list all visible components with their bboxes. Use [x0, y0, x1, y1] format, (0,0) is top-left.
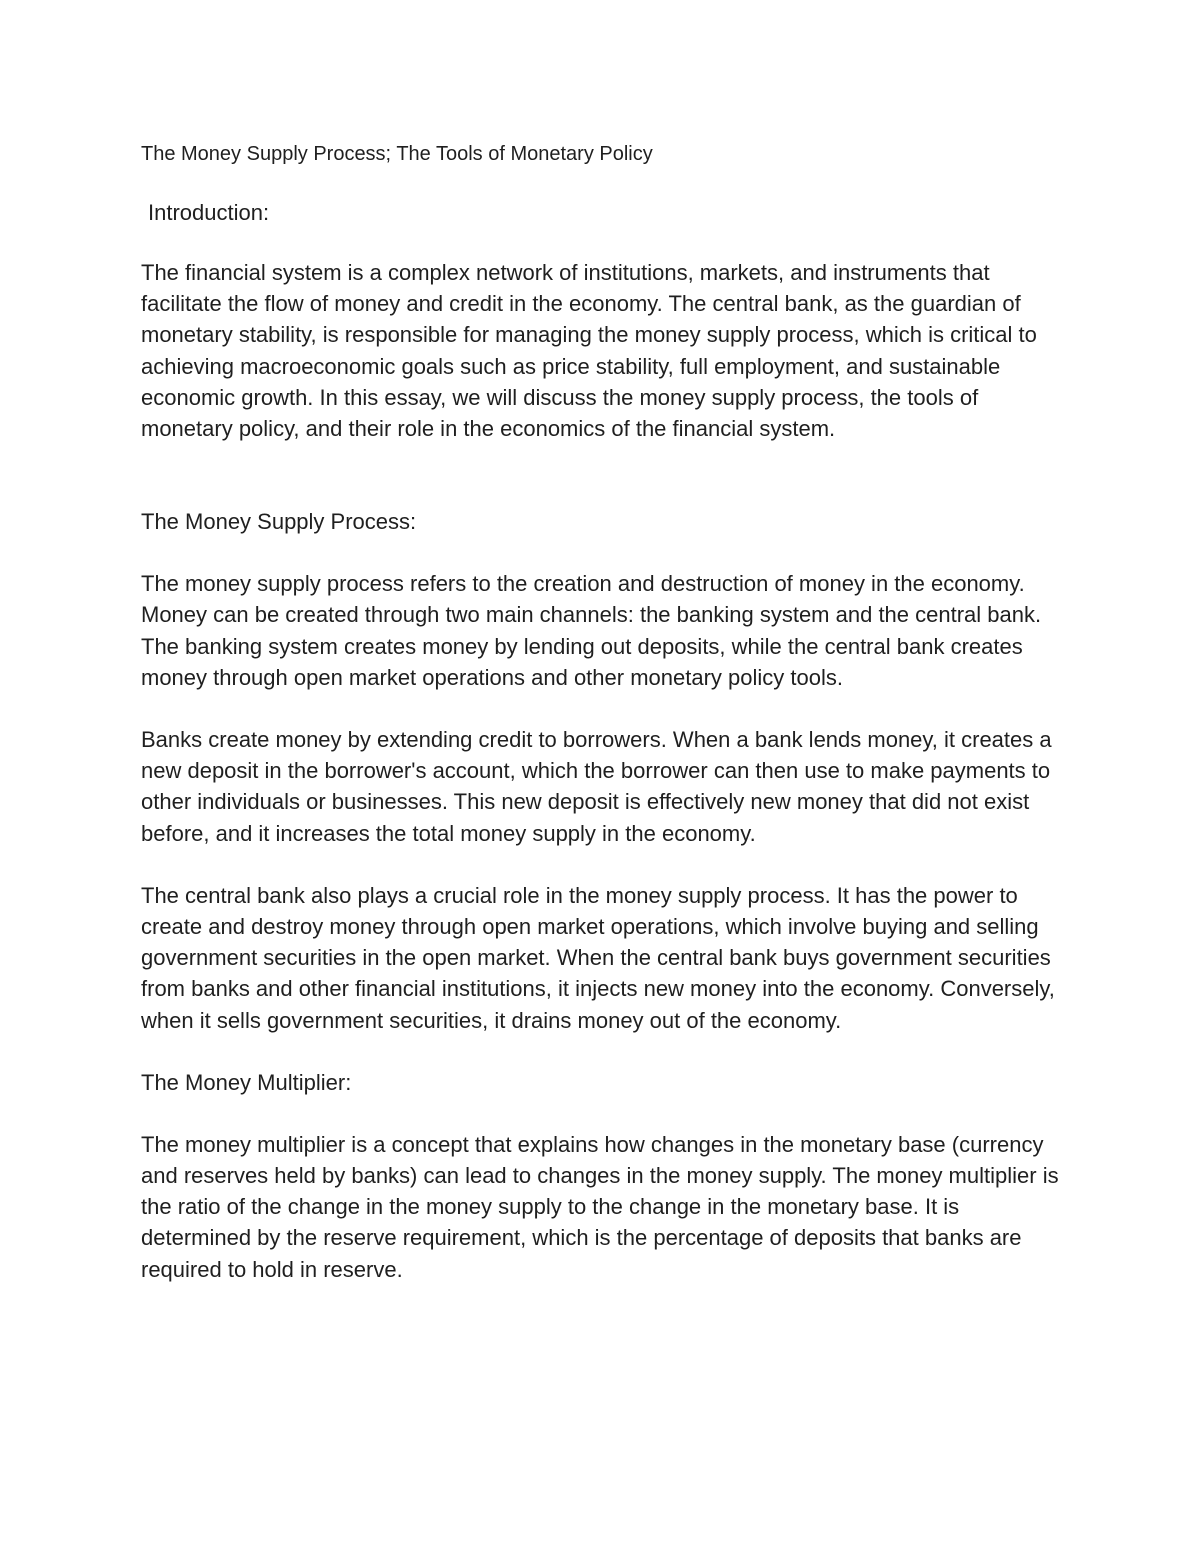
money-multiplier-paragraph-1: The money multiplier is a concept that explains how changes in the monetary base (currency and reserves held by banks) can lead to changes in the money supply. The money multiplier is the ratio of the change in the money supply to the change in the monetary base. It is determined by the reserve requirement, which is the percentage of deposits that banks are required to hold in reserve. — [141, 1131, 1059, 1282]
section-heading-money-supply-process: The Money Supply Process: — [141, 509, 417, 535]
introduction-paragraph: The financial system is a complex network of institutions, markets, and instruments that facilitate the flow of money and credit in the economy. The central bank, as the guardian of monetary stability, is responsible for managing the money supply process, which is critical to achieving macroeconomic goals such as price stability, full employment, and sustainable economic growth. In this essay, we will discuss the money supply process, the tools of monetary policy, and their role in the economics of the financial system. — [141, 260, 1037, 442]
section-heading-money-multiplier: The Money Multiplier: — [141, 1069, 352, 1095]
document-title: The Money Supply Process; The Tools of Monetary Policy — [141, 143, 653, 165]
money-supply-paragraph-1: The money supply process refers to the creation and destruction of money in the economy. Money can be created through two main channels: the banking system and the central bank. The banking system creates money by lending out deposits, while the central bank creates money through open market operations and other monetary policy tools. — [141, 571, 1042, 690]
money-supply-paragraph-2: Banks create money by extending credit to borrowers. When a bank lends money, it creates a new deposit in the borrower's account, which the borrower can then use to make payments to other individuals or businesses. This new deposit is effectively new money that did not exist before, and it increases the total money supply in the economy. — [141, 727, 1052, 846]
document-page — [141, 139, 1071, 1316]
money-supply-paragraph-3: The central bank also plays a crucial role in the money supply process. It has the power to create and destroy money through open market operations, which involve buying and selling government securities in the open market. When the central bank buys government securities from banks and other financial institutions, it injects new money into the economy. Conversely, when it sells government securities, it drains money out of the economy. — [141, 882, 1055, 1033]
introduction-heading: Introduction: — [148, 200, 270, 225]
